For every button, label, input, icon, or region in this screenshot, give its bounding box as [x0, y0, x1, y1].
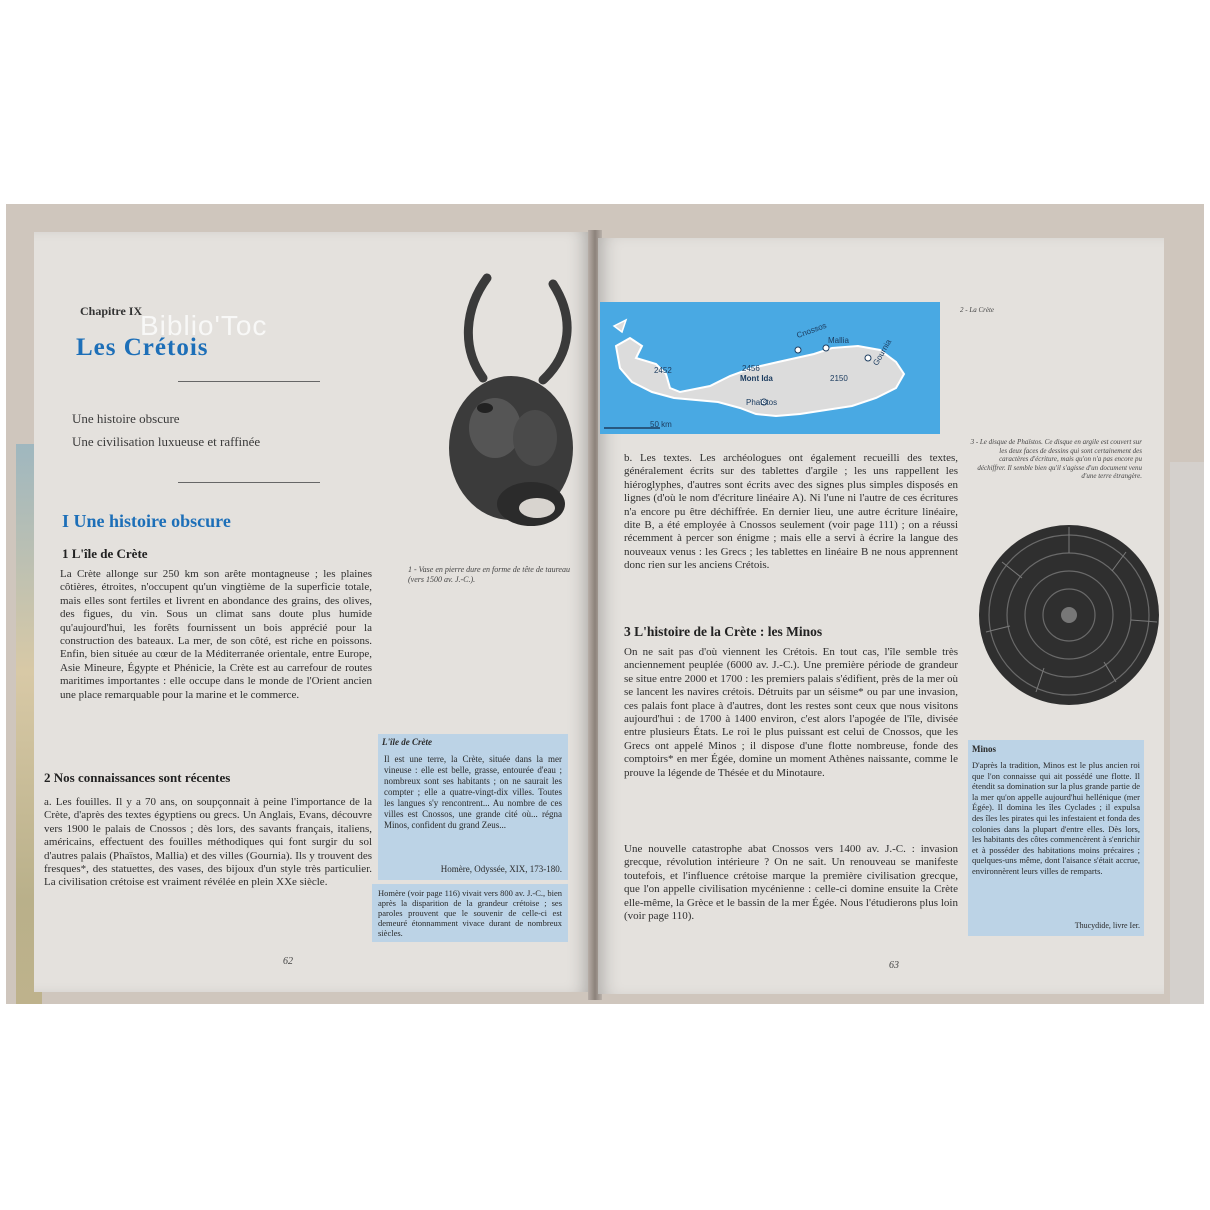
book-fore-edge [1170, 462, 1204, 1004]
textes-paragraph: b. Les textes. Les archéologues ont également recueilli des textes, généralement écrits sur des tablettes d'argile ; les uns rappellent les hiéroglyphes, d'autres sont écrits avec des signes plus simples disposés en lignes (d'où le nom d'écriture linéaire A). Ni l'une ni l'autre de ces écritures n'a encore pu être déchiffrée. En dernier lieu, une autre écriture linéaire, dite B, a été employée à Cnossos seulement (voir page 111) ; on a réussi récemment à percer son énigme ; mais elle a servi à écrire la langue des nouveaux venus : les Grecs ; les tablettes en linéaire B ne nous apprennent donc rien sur les anciens Crétois. [624, 452, 958, 572]
bull-image-caption: 1 - Vase en pierre dure en forme de tête de taureau (vers 1500 av. J.-C.). [408, 565, 570, 584]
subtitle-1: Une histoire obscure [72, 411, 180, 426]
subsection-2-text: a. Les fouilles. Il y a 70 ans, on soupçonnait à peine l'importance de la Crète, d'après des textes égyptiens ou grecs. Un Anglais, Evans, découvre vers 1900 le palais de Cnossos ; dès lors, des savants français, italiens, américains, effectuent des fouilles méthodiques qui font surgir du sol d'autres palais (Phaïstos, Mallia) et des villes (Gournia). Ils y trouvent des fresques*, des statuettes, des vases, des bijoux d'un style très particulier. La civilisation crétoise est vraiment révélée en plein XXe siècle. [44, 796, 372, 889]
quote-box-title: L'île de Crète [382, 737, 432, 747]
quote-box-source: Homère, Odyssée, XIX, 173-180. [440, 864, 562, 874]
quote-box-crete [378, 734, 568, 880]
quote-box-text: Il est une terre, la Crète, située dans la mer vineuse : elle est belle, grasse, entourée d'eau ; nombreux sont ses habitants ; on ne saurait les compter ; elle a quatre-vingt-dix villes. Toutes les langues s'y rencontrent... Au nombre de ces villes est Cnossos, une grande cité où... régna Minos, confident du grand Zeus... [384, 754, 562, 830]
minos-box-text: D'après la tradition, Minos est le plus ancien roi que l'on connaisse qui ait possédé une flotte. Il étendit sa domination sur la plus grande partie de la mer qu'on appelle aujourd'hui hellénique (mer Égée). Il domina les îles Cyclades ; il expulsa des îles les pirates qui les infestaient et fonda des colonies dans la plupart d'entre elles. Dès lors, les habitants des côtes commencèrent à s'enrichir et à posséder des habitations moins précaires ; quelques-uns même, dont l'aisance s'était accrue, environnèrent leurs villes de remparts. [972, 760, 1140, 876]
page-number-left: 62 [283, 956, 293, 967]
map-label-mont-ida: Mont Ida [740, 374, 773, 383]
note-box-homere [372, 884, 568, 942]
title-rule [178, 381, 320, 382]
subsection-3-text: On ne sait pas d'où viennent les Crétois. En tout cas, l'île semble très anciennement peuplée (6000 av. J.-C.). Une première période de grandeur se situe entre 2000 et 1700 : les premiers palais s'édifient, près de la mer où se lancent les navires crétois. Détruits par un séisme* ou par une invasion, ces palais font place à d'autres, dont les restes sont ceux que nous visitons aujourd'hui : de 1700 à 1400 environ, c'est alors l'apogée de l'île, divisée entre plusieurs États. Le roi le plus puissant est celui de Cnossos, que les Grecs ont appelé Minos ; il dispose d'une flotte nombreuse, fonde des comptoirs* en mer Égée, domine un moment Athènes naissante, comme le prouve la légende de Thésée et du Minotaure. [624, 646, 958, 779]
note-box-text: Homère (voir page 116) vivait vers 800 av. J.-C., bien après la disparition de la grandeur crétoise ; ses paroles prouvent que le souvenir de celle-ci est demeuré étonnamment vivace durant de nombreux siècles. [378, 888, 562, 938]
page-number-right: 63 [889, 960, 899, 971]
minos-quote-box [968, 740, 1144, 936]
map-label-gournia: Gournia [871, 337, 894, 368]
crete-map [600, 302, 940, 434]
subtitle-rule [178, 482, 320, 483]
disc-caption: 3 - Le disque de Phaïstos. Ce disque en argile est couvert sur les deux faces de dessins qui sont certainement des caractères d'écriture, mais qu'on n'a pas encore pu déchiffrer. Il semble bien qu'il s'agisse d'un document venu d'une terre étrangère. [970, 438, 1142, 480]
subsection-3-text-2: Une nouvelle catastrophe abat Cnossos vers 1400 av. J.-C. : invasion grecque, révolution intérieure ? On ne sait. Un renouveau se manifeste toutefois, et l'influence crétoise marque la première civilisation grecque, que l'on appelle civilisation mycénienne : celle-ci domine ensuite la Crète elle-même, la Grèce et le bassin de la mer Égée. Nous l'étudierons plus loin (voir page 110). [624, 843, 958, 923]
map-caption: 2 - La Crète [960, 306, 995, 314]
map-altitude-2: 2456 [742, 364, 760, 373]
subsection-2-title: 2 Nos connaissances sont récentes [44, 770, 231, 785]
map-altitude-3: 2150 [830, 374, 848, 383]
subtitle-2: Une civilisation luxueuse et raffinée [72, 434, 261, 449]
section-1-title: I Une histoire obscure [62, 511, 231, 531]
subsection-3-title: 3 L'histoire de la Crète : les Minos [624, 624, 823, 639]
map-label-cnossos: Cnossos [795, 320, 828, 341]
chapter-title: Les Crétois [76, 334, 209, 361]
watermark: Biblio'Toc [140, 310, 268, 341]
bull-head-vase-image [425, 268, 583, 568]
subsection-1-title: 1 L'île de Crète [62, 546, 148, 561]
map-altitude-1: 2452 [654, 366, 672, 375]
map-label-mallia: Mallia [828, 336, 849, 345]
chapter-label: Chapitre IX [80, 304, 143, 318]
map-scale-label: 50 km [650, 420, 672, 429]
minos-box-title: Minos [972, 744, 997, 754]
map-label-phaistos: Phaïstos [746, 398, 778, 407]
phaistos-disc-image [976, 522, 1162, 708]
minos-box-source: Thucydide, livre Ier. [1074, 921, 1140, 930]
subsection-1-text: La Crète allonge sur 250 km son arête montagneuse ; les plaines côtières, étroites, n'occupent qu'un vingtième de la superficie totale, mais elles sont fertiles et livrent en abondance des grains, des olives, des figues, du vin. Sous un climat sans doute plus humide qu'aujourd'hui, les forêts fournissent un bois apprécié pour la construction des bateaux. La mer, de son côté, est riche en poissons. Enfin, bien située au cœur de la Méditerranée orientale, entre Europe, Asie Mineure, Égypte et Phénicie, la Crète est au carrefour de routes maritimes importantes : elle occupe dans le monde de l'Orient ancien une place remarquable pour la marine et le commerce. [60, 568, 372, 701]
